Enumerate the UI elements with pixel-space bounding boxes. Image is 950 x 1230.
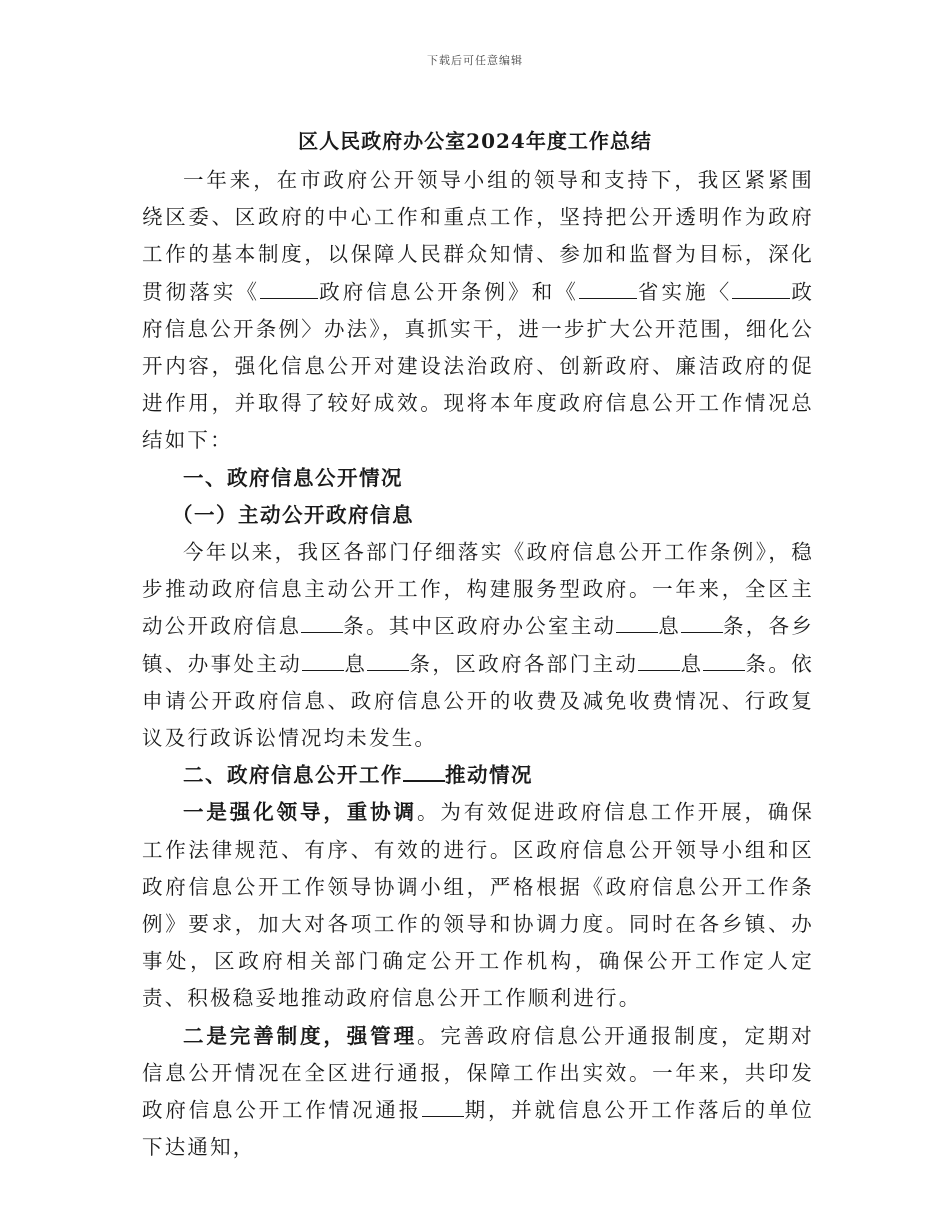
s1-text-6: 条，区政府各部门主动 <box>409 651 639 676</box>
intro-text-4: 政府信息公开条例〉办法》，真抓实干，进一步扩大公开范围，细化公开内容，强化信息公开对建设法治政府、创新政府、廉洁政府的促进作用，并取得了较好成效。现将本年度政府信息公开工作情况总结如下： <box>142 279 815 453</box>
blank-field <box>579 278 637 299</box>
s1-text-5: 息 <box>344 651 368 676</box>
s2-p1-lead: 一是强化领导，重协调 <box>183 800 417 825</box>
blank-field <box>616 612 658 633</box>
section-1-paragraph <box>142 534 814 757</box>
blank-field <box>367 650 409 671</box>
s2-p2-text-2: 期，并就信息公开工作落后的单位下达通知， <box>142 1098 814 1160</box>
s2-p1-text: 。为有效促进政府信息工作开展，确保工作法律规范、有序、有效的进行。区政府信息公开领导小组和区政府信息公开工作领导协调小组，严格根据《政府信息公开工作条例》要求，加大对各项工作的领导和协调力度。同时在各乡镇、办事处，区政府相关部门确定公开工作机构，确保公开工作定人定责、积极稳妥地推动政府信息公开工作顺利进行。 <box>142 800 815 1011</box>
s1-text-2: 条。其中区政府办公室主动 <box>343 614 617 639</box>
section-2-paragraph-1 <box>142 794 814 1017</box>
s2-heading-b: 推动情况 <box>445 763 533 788</box>
document-body <box>142 162 814 1166</box>
section-2-heading <box>142 757 814 794</box>
s2-p2-lead: 二是完善制度，强管理 <box>183 1023 417 1048</box>
blank-field <box>301 612 343 633</box>
section-1-heading: 一、政府信息公开情况 <box>183 465 403 490</box>
s1-text-7: 息 <box>680 651 704 676</box>
blank-field <box>403 760 445 782</box>
intro-text-1: 一年来，在市政府公开领导小组的领导和支持下，我区紧紧围绕区委、区政府的中心工作和重点工作，坚持把公开透明作为政府工作的基本制度，以保障人民群众知情、参加和监督为目标，深化贯彻落实《 <box>142 168 814 304</box>
s1-text-8: 条。依申请公开政府信息、政府信息公开的收费及减免收费情况、行政复议及行政诉讼情况均未发生。 <box>142 651 815 751</box>
blank-field <box>422 1096 464 1117</box>
blank-field <box>260 278 318 299</box>
intro-paragraph <box>142 162 814 460</box>
blank-field <box>302 650 344 671</box>
header-note: 下载后可任意编辑 <box>427 54 523 67</box>
s1-text-4: 条，各乡镇、办事处主动 <box>142 614 814 676</box>
section-2-paragraph-2 <box>142 1018 814 1167</box>
s1-text-3: 息 <box>658 614 682 639</box>
intro-text-2: 政府信息公开条例》和《 <box>318 279 579 304</box>
s2-p2-text-1: 。完善政府信息公开通报制度，定期对信息公开情况在全区进行通报，保障工作出实效。一年来，共印发政府信息公开工作情况通报 <box>142 1023 815 1123</box>
s2-heading-a: 二、政府信息公开工作 <box>183 763 403 788</box>
blank-field <box>638 650 680 671</box>
blank-field <box>703 650 745 671</box>
intro-text-3: 省实施〈 <box>636 279 733 304</box>
s1-text-1: 今年以来，我区各部门仔细落实《政府信息公开工作条例》，稳步推动政府信息主动公开工作，构建服务型政府。一年来，全区主动公开政府信息 <box>142 540 814 639</box>
section-1-subheading: （一）主动公开政府信息 <box>172 502 414 527</box>
blank-field <box>732 278 790 299</box>
blank-field <box>681 612 723 633</box>
document-title: 区人民政府办公室2024年度工作总结 <box>298 129 652 153</box>
